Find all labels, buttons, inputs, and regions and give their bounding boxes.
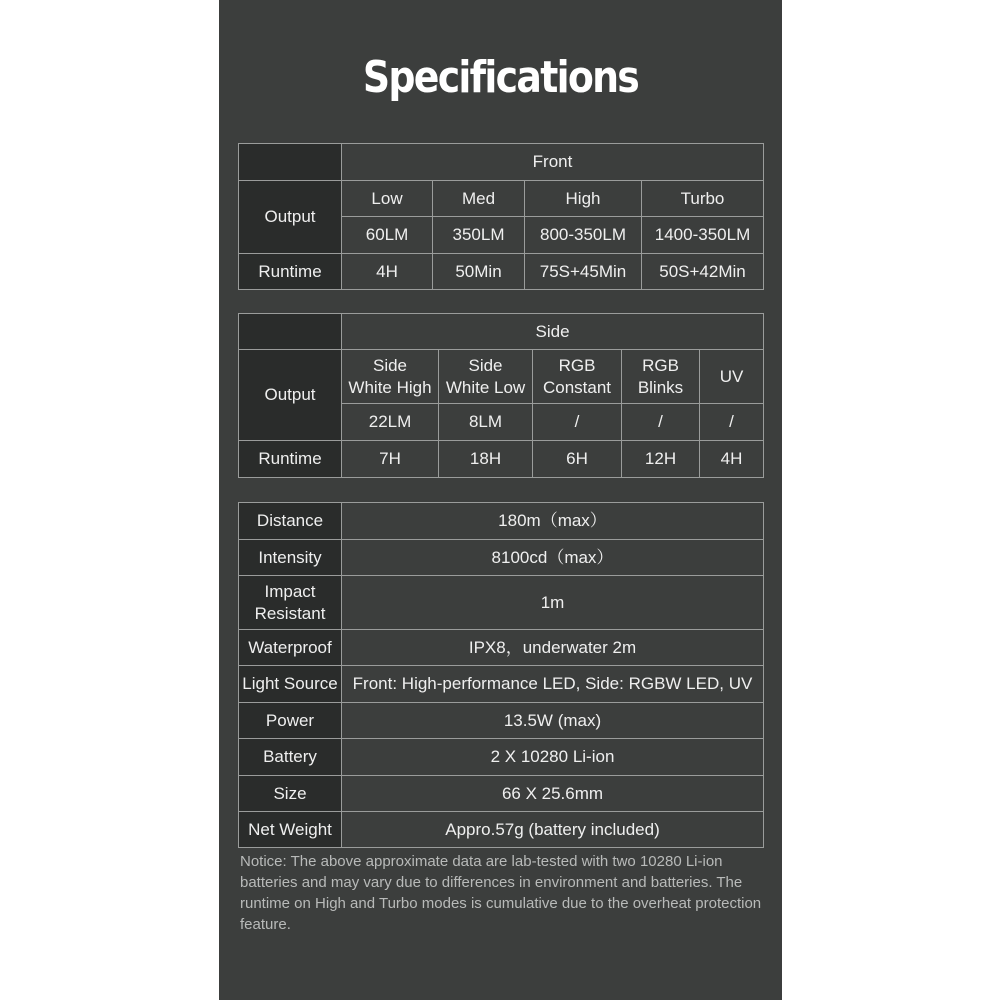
label-line: Impact bbox=[264, 581, 316, 601]
front-runtime-high: 75S+45Min bbox=[525, 254, 642, 290]
front-output-turbo: 1400-350LM bbox=[642, 217, 764, 254]
front-corner-cell bbox=[239, 144, 342, 181]
mode-line: White Low bbox=[445, 377, 526, 397]
net-weight-label: Net Weight bbox=[239, 812, 342, 848]
side-output-white-high: 22LM bbox=[342, 404, 439, 441]
label-line: Resistant bbox=[254, 603, 326, 623]
power-value: 13.5W (max) bbox=[342, 703, 764, 739]
front-output-low: 60LM bbox=[342, 217, 433, 254]
side-runtime-white-high: 7H bbox=[342, 441, 439, 478]
impact-resistant-value: 1m bbox=[342, 576, 764, 630]
mode-line: RGB bbox=[558, 355, 596, 375]
side-runtime-rgb-blinks: 12H bbox=[622, 441, 700, 478]
mode-line: Constant bbox=[542, 377, 612, 397]
front-runtime-label: Runtime bbox=[239, 254, 342, 290]
front-mode-med: Med bbox=[433, 181, 525, 217]
impact-resistant-label bbox=[239, 576, 342, 630]
front-mode-high: High bbox=[525, 181, 642, 217]
spec-panel bbox=[219, 0, 782, 1000]
front-spec-table bbox=[238, 143, 764, 290]
front-runtime-med: 50Min bbox=[433, 254, 525, 290]
mode-line: Blinks bbox=[637, 377, 684, 397]
side-runtime-rgb-constant: 6H bbox=[533, 441, 622, 478]
distance-value: 180m（max） bbox=[342, 503, 764, 540]
side-corner-cell bbox=[239, 314, 342, 350]
mode-line: RGB bbox=[642, 355, 679, 375]
distance-label: Distance bbox=[239, 503, 342, 540]
front-runtime-turbo: 50S+42Min bbox=[642, 254, 764, 290]
front-mode-low: Low bbox=[342, 181, 433, 217]
battery-label: Battery bbox=[239, 739, 342, 776]
front-output-high: 800-350LM bbox=[525, 217, 642, 254]
light-source-label: Light Source bbox=[239, 666, 342, 703]
mode-line: White High bbox=[348, 377, 432, 397]
side-runtime-label: Runtime bbox=[239, 441, 342, 478]
light-source-value: Front: High-performance LED, Side: RGBW LED, UV bbox=[342, 666, 764, 703]
front-runtime-low: 4H bbox=[342, 254, 433, 290]
side-output-label: Output bbox=[239, 350, 342, 441]
side-runtime-white-low: 18H bbox=[439, 441, 533, 478]
front-output-med: 350LM bbox=[433, 217, 525, 254]
side-output-white-low: 8LM bbox=[439, 404, 533, 441]
waterproof-label: Waterproof bbox=[239, 630, 342, 666]
front-mode-turbo: Turbo bbox=[642, 181, 764, 217]
side-mode-rgb-blinks bbox=[622, 350, 700, 404]
front-output-label: Output bbox=[239, 181, 342, 254]
intensity-value: 8100cd（max） bbox=[342, 540, 764, 576]
side-output-rgb-constant: / bbox=[533, 404, 622, 441]
side-output-uv: / bbox=[700, 404, 764, 441]
side-group-header: Side bbox=[342, 314, 764, 350]
side-mode-white-high bbox=[342, 350, 439, 404]
page-title: Specifications bbox=[362, 52, 639, 103]
side-spec-table bbox=[238, 313, 764, 478]
mode-line: Side bbox=[468, 355, 503, 375]
waterproof-value: IPX8，underwater 2m bbox=[342, 630, 764, 666]
battery-value: 2 X 10280 Li-ion bbox=[342, 739, 764, 776]
side-runtime-uv: 4H bbox=[700, 441, 764, 478]
power-label: Power bbox=[239, 703, 342, 739]
intensity-label: Intensity bbox=[239, 540, 342, 576]
net-weight-value: Appro.57g (battery included) bbox=[342, 812, 764, 848]
side-output-rgb-blinks: / bbox=[622, 404, 700, 441]
side-mode-white-low bbox=[439, 350, 533, 404]
size-label: Size bbox=[239, 776, 342, 812]
notice-text: Notice: The above approximate data are lab-tested with two 10280 Li-ion batteries and may vary due to differences in environment and batteries. The runtime on High and Turbo modes is cumulative due to the overheat protection feature. bbox=[240, 853, 762, 933]
mode-line: UV bbox=[719, 366, 744, 386]
size-value: 66 X 25.6mm bbox=[342, 776, 764, 812]
side-mode-uv bbox=[700, 350, 764, 404]
general-spec-table bbox=[238, 502, 764, 848]
side-mode-rgb-constant bbox=[533, 350, 622, 404]
front-group-header: Front bbox=[342, 144, 764, 181]
mode-line: Side bbox=[372, 355, 408, 375]
